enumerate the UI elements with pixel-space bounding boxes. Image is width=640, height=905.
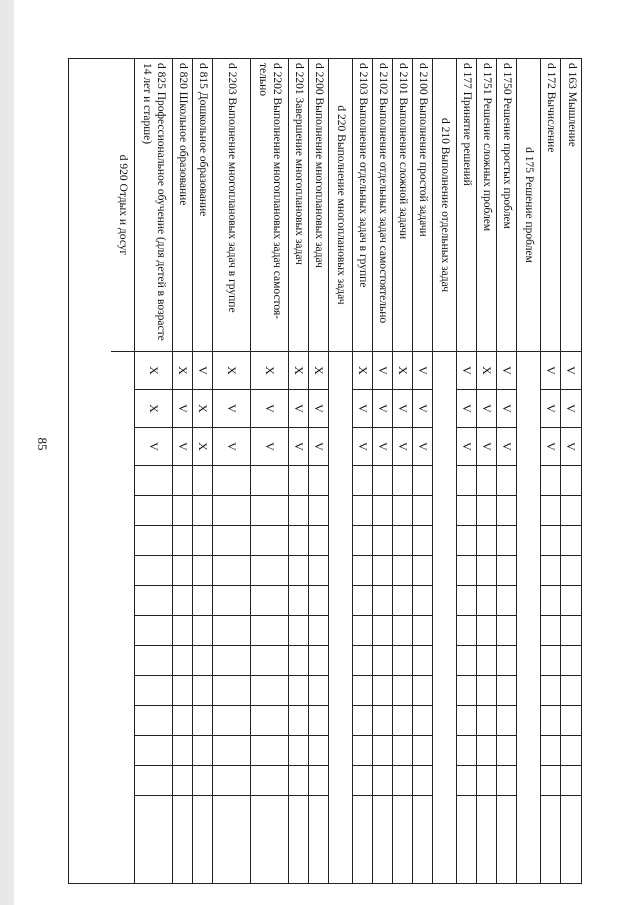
mark-cell: V xyxy=(393,389,412,427)
table-section-row xyxy=(433,59,457,883)
mark-cell: V xyxy=(309,427,328,465)
row-label: d 163 Мышление xyxy=(565,63,578,147)
empty-cell xyxy=(173,615,192,645)
table-row xyxy=(373,59,393,883)
empty-cell xyxy=(497,675,516,705)
empty-cell xyxy=(289,645,308,675)
rotated-sheet xyxy=(68,58,582,884)
empty-cell xyxy=(289,735,308,765)
empty-cell xyxy=(413,675,432,705)
empty-cell xyxy=(541,555,560,585)
empty-cell xyxy=(135,645,172,675)
mark-cell: V xyxy=(477,389,496,427)
empty-cell xyxy=(173,585,192,615)
empty-cell xyxy=(173,735,192,765)
mark-cell: V xyxy=(393,427,412,465)
empty-cell xyxy=(193,675,212,705)
empty-cell xyxy=(497,705,516,735)
empty-cell xyxy=(457,495,476,525)
table-row xyxy=(457,59,477,883)
empty-cell xyxy=(353,465,372,495)
empty-cell xyxy=(457,765,476,795)
empty-cell xyxy=(353,705,372,735)
mark-cell: X xyxy=(173,351,192,389)
empty-cell xyxy=(561,495,581,525)
mark-cell: V xyxy=(289,389,308,427)
row-label: d 2100 Выполнение простой задачи xyxy=(417,63,430,237)
empty-cell xyxy=(173,705,192,735)
empty-cell xyxy=(541,645,560,675)
empty-cell xyxy=(497,795,516,883)
empty-cell xyxy=(457,645,476,675)
scan-edge xyxy=(0,0,14,905)
empty-cell xyxy=(413,555,432,585)
empty-cell xyxy=(251,795,288,883)
empty-cell xyxy=(477,465,496,495)
empty-cell xyxy=(289,705,308,735)
empty-cell xyxy=(477,555,496,585)
empty-cell xyxy=(457,705,476,735)
mark-cell: V xyxy=(135,427,172,465)
assessment-table xyxy=(68,58,582,884)
row-label: d 2200 Выполнение многоплановых задач xyxy=(313,63,326,268)
empty-cell xyxy=(373,555,392,585)
empty-cell xyxy=(413,645,432,675)
empty-cell xyxy=(477,735,496,765)
empty-cell xyxy=(393,795,412,883)
empty-cell xyxy=(477,645,496,675)
section-label: d 210 Выполнение отдельных задач xyxy=(439,117,452,293)
empty-cell xyxy=(251,585,288,615)
empty-cell xyxy=(309,675,328,705)
empty-cell xyxy=(289,585,308,615)
empty-cell xyxy=(497,465,516,495)
mark-cell: V xyxy=(497,427,516,465)
empty-cell xyxy=(373,525,392,555)
mark-cell: X xyxy=(193,427,212,465)
empty-cell xyxy=(561,795,581,883)
empty-cell xyxy=(193,645,212,675)
empty-cell xyxy=(561,585,581,615)
empty-cell xyxy=(373,795,392,883)
row-label: d 2201 Завершение многоплановых задач xyxy=(293,63,306,265)
empty-cell xyxy=(173,525,192,555)
mark-cell: V xyxy=(413,427,432,465)
empty-cell xyxy=(477,705,496,735)
empty-cell xyxy=(477,585,496,615)
mark-cell: V xyxy=(561,351,581,389)
row-label: d 2103 Выполнение отдельных задач в группе xyxy=(357,63,370,288)
empty-cell xyxy=(373,765,392,795)
empty-cell xyxy=(457,615,476,645)
empty-cell xyxy=(541,705,560,735)
empty-cell xyxy=(213,525,250,555)
mark-cell: V xyxy=(193,351,212,389)
mark-cell: V xyxy=(213,427,250,465)
mark-cell: V xyxy=(309,389,328,427)
empty-cell xyxy=(173,555,192,585)
row-label: d 815 Дошкольное образование xyxy=(197,63,210,217)
empty-cell xyxy=(251,735,288,765)
empty-cell xyxy=(413,465,432,495)
empty-cell xyxy=(353,615,372,645)
empty-cell xyxy=(497,585,516,615)
empty-cell xyxy=(541,765,560,795)
mark-cell: X xyxy=(251,351,288,389)
mark-cell: V xyxy=(497,351,516,389)
table-row xyxy=(135,59,173,883)
mark-cell: V xyxy=(457,351,476,389)
empty-cell xyxy=(135,705,172,735)
mark-cell: V xyxy=(561,389,581,427)
row-label: d 172 Вычисление xyxy=(545,63,558,153)
empty-cell xyxy=(393,735,412,765)
table-row xyxy=(251,59,289,883)
section-label: d 920 Отдых и досуг xyxy=(117,154,130,256)
empty-cell xyxy=(497,615,516,645)
mark-cell: V xyxy=(353,389,372,427)
mark-cell: V xyxy=(373,351,392,389)
empty-cell xyxy=(457,675,476,705)
mark-cell: V xyxy=(561,427,581,465)
mark-cell: X xyxy=(135,389,172,427)
empty-cell xyxy=(393,585,412,615)
empty-cell xyxy=(541,525,560,555)
empty-cell xyxy=(173,495,192,525)
empty-cell xyxy=(135,675,172,705)
mark-cell: V xyxy=(413,389,432,427)
table-row xyxy=(561,59,581,883)
empty-cell xyxy=(477,795,496,883)
empty-cell xyxy=(309,765,328,795)
empty-cell xyxy=(251,615,288,645)
empty-cell xyxy=(135,555,172,585)
empty-cell xyxy=(541,465,560,495)
empty-cell xyxy=(477,525,496,555)
row-label: d 2203 Выполнение многоплановых задач в группе xyxy=(226,63,239,313)
mark-cell: X xyxy=(193,389,212,427)
empty-cell xyxy=(213,555,250,585)
table-row xyxy=(497,59,517,883)
empty-cell xyxy=(561,735,581,765)
table-row xyxy=(289,59,309,883)
empty-cell xyxy=(497,735,516,765)
empty-cell xyxy=(561,555,581,585)
table-row xyxy=(213,59,251,883)
row-label: d 2102 Выполнение отдельных задач самостоятельно xyxy=(377,63,390,324)
empty-cell xyxy=(393,465,412,495)
empty-cell xyxy=(213,615,250,645)
empty-cell xyxy=(561,525,581,555)
empty-cell xyxy=(497,555,516,585)
empty-cell xyxy=(193,495,212,525)
empty-cell xyxy=(561,765,581,795)
empty-cell xyxy=(393,495,412,525)
empty-cell xyxy=(561,705,581,735)
empty-cell xyxy=(193,525,212,555)
empty-cell xyxy=(213,735,250,765)
mark-cell: V xyxy=(413,351,432,389)
empty-cell xyxy=(135,495,172,525)
empty-cell xyxy=(457,735,476,765)
mark-cell: X xyxy=(135,351,172,389)
empty-cell xyxy=(353,675,372,705)
empty-cell xyxy=(353,765,372,795)
empty-cell xyxy=(251,495,288,525)
empty-cell xyxy=(135,465,172,495)
empty-cell xyxy=(561,645,581,675)
table-row xyxy=(541,59,561,883)
table-row xyxy=(353,59,373,883)
empty-cell xyxy=(541,615,560,645)
empty-cell xyxy=(353,585,372,615)
mark-cell: V xyxy=(353,427,372,465)
empty-cell xyxy=(413,525,432,555)
empty-cell xyxy=(457,555,476,585)
mark-cell: V xyxy=(251,389,288,427)
empty-cell xyxy=(457,465,476,495)
empty-cell xyxy=(561,465,581,495)
empty-cell xyxy=(353,795,372,883)
empty-cell xyxy=(213,645,250,675)
empty-cell xyxy=(541,735,560,765)
empty-cell xyxy=(309,585,328,615)
empty-cell xyxy=(251,645,288,675)
empty-cell xyxy=(309,705,328,735)
empty-cell xyxy=(193,735,212,765)
empty-cell xyxy=(309,465,328,495)
mark-cell: V xyxy=(373,427,392,465)
row-label: d 820 Школьное образование xyxy=(177,63,190,206)
row-label: d 1751 Решение сложных проблем xyxy=(481,63,494,232)
empty-cell xyxy=(251,555,288,585)
mark-cell: X xyxy=(213,351,250,389)
empty-cell xyxy=(193,795,212,883)
mark-cell: V xyxy=(541,351,560,389)
mark-cell: X xyxy=(393,351,412,389)
empty-cell xyxy=(213,465,250,495)
empty-cell xyxy=(413,705,432,735)
empty-cell xyxy=(309,735,328,765)
section-filler xyxy=(433,351,456,883)
empty-cell xyxy=(477,765,496,795)
empty-cell xyxy=(413,585,432,615)
empty-cell xyxy=(251,705,288,735)
empty-cell xyxy=(213,705,250,735)
table-row xyxy=(173,59,193,883)
empty-cell xyxy=(251,675,288,705)
empty-cell xyxy=(309,555,328,585)
empty-cell xyxy=(497,525,516,555)
empty-cell xyxy=(353,645,372,675)
empty-cell xyxy=(193,705,212,735)
mark-cell: X xyxy=(353,351,372,389)
empty-cell xyxy=(541,495,560,525)
empty-cell xyxy=(193,585,212,615)
empty-cell xyxy=(309,615,328,645)
empty-cell xyxy=(457,585,476,615)
mark-cell: V xyxy=(173,389,192,427)
empty-cell xyxy=(353,735,372,765)
empty-cell xyxy=(497,495,516,525)
empty-cell xyxy=(173,765,192,795)
row-label: d 177 Принятие решений xyxy=(461,63,474,186)
empty-cell xyxy=(541,675,560,705)
empty-cell xyxy=(289,555,308,585)
empty-cell xyxy=(373,495,392,525)
section-filler xyxy=(517,351,540,883)
empty-cell xyxy=(477,615,496,645)
empty-cell xyxy=(251,465,288,495)
empty-cell xyxy=(213,765,250,795)
mark-cell: V xyxy=(477,427,496,465)
empty-cell xyxy=(413,495,432,525)
empty-cell xyxy=(413,735,432,765)
empty-cell xyxy=(135,615,172,645)
empty-cell xyxy=(135,525,172,555)
empty-cell xyxy=(373,675,392,705)
mark-cell: X xyxy=(309,351,328,389)
empty-cell xyxy=(393,675,412,705)
empty-cell xyxy=(289,675,308,705)
empty-cell xyxy=(135,735,172,765)
empty-cell xyxy=(373,705,392,735)
empty-cell xyxy=(497,645,516,675)
empty-cell xyxy=(393,615,412,645)
mark-cell: X xyxy=(477,351,496,389)
empty-cell xyxy=(373,585,392,615)
row-label: d 825 Профессиональное обучение (для детей в возрасте 14 лет и старше) xyxy=(141,63,167,341)
mark-cell: V xyxy=(541,389,560,427)
section-filler xyxy=(111,351,134,883)
empty-cell xyxy=(373,735,392,765)
empty-cell xyxy=(309,795,328,883)
mark-cell: X xyxy=(289,351,308,389)
empty-cell xyxy=(251,765,288,795)
empty-cell xyxy=(393,705,412,735)
empty-cell xyxy=(393,645,412,675)
empty-cell xyxy=(289,495,308,525)
empty-cell xyxy=(309,495,328,525)
empty-cell xyxy=(193,615,212,645)
empty-cell xyxy=(457,525,476,555)
empty-cell xyxy=(497,765,516,795)
empty-cell xyxy=(213,495,250,525)
empty-cell xyxy=(289,615,308,645)
row-label: d 2202 Выполнение многоплановых задач самостоя-тельно xyxy=(257,63,283,320)
mark-cell: V xyxy=(457,389,476,427)
mark-cell: V xyxy=(541,427,560,465)
empty-cell xyxy=(477,675,496,705)
table-section-row xyxy=(111,59,135,883)
empty-cell xyxy=(289,795,308,883)
mark-cell: V xyxy=(457,427,476,465)
mark-cell: V xyxy=(373,389,392,427)
section-filler xyxy=(329,351,352,883)
table-section-row xyxy=(517,59,541,883)
section-label: d 220 Выполнение многоплановых задач xyxy=(335,105,348,305)
empty-cell xyxy=(393,765,412,795)
empty-cell xyxy=(373,645,392,675)
empty-cell xyxy=(393,525,412,555)
empty-cell xyxy=(173,675,192,705)
empty-cell xyxy=(413,765,432,795)
empty-cell xyxy=(541,795,560,883)
mark-cell: V xyxy=(173,427,192,465)
empty-cell xyxy=(393,555,412,585)
mark-cell: V xyxy=(289,427,308,465)
row-label: d 1750 Решение простых проблем xyxy=(501,63,514,229)
empty-cell xyxy=(457,795,476,883)
empty-cell xyxy=(413,615,432,645)
page-number: 85 xyxy=(35,437,50,451)
empty-cell xyxy=(193,765,212,795)
empty-cell xyxy=(135,585,172,615)
empty-cell xyxy=(213,795,250,883)
empty-cell xyxy=(213,585,250,615)
table-row xyxy=(477,59,497,883)
empty-cell xyxy=(561,675,581,705)
empty-cell xyxy=(477,495,496,525)
empty-cell xyxy=(289,525,308,555)
empty-cell xyxy=(561,615,581,645)
empty-cell xyxy=(173,465,192,495)
empty-cell xyxy=(289,465,308,495)
row-label: d 2101 Выполнение сложной задачи xyxy=(397,63,410,240)
empty-cell xyxy=(173,795,192,883)
table-row xyxy=(413,59,433,883)
section-label: d 175 Решение проблем xyxy=(523,147,536,263)
empty-cell xyxy=(173,645,192,675)
empty-cell xyxy=(135,765,172,795)
table-row xyxy=(193,59,213,883)
empty-cell xyxy=(353,555,372,585)
empty-cell xyxy=(373,465,392,495)
empty-cell xyxy=(373,615,392,645)
mark-cell: V xyxy=(213,389,250,427)
empty-cell xyxy=(353,495,372,525)
empty-cell xyxy=(413,795,432,883)
empty-cell xyxy=(309,645,328,675)
empty-cell xyxy=(353,525,372,555)
empty-cell xyxy=(193,465,212,495)
empty-cell xyxy=(213,675,250,705)
mark-cell: V xyxy=(497,389,516,427)
empty-cell xyxy=(193,555,212,585)
empty-cell xyxy=(541,585,560,615)
empty-cell xyxy=(289,765,308,795)
mark-cell: V xyxy=(251,427,288,465)
table-row xyxy=(309,59,329,883)
table-section-row xyxy=(329,59,353,883)
empty-cell xyxy=(309,525,328,555)
empty-cell xyxy=(251,525,288,555)
empty-cell xyxy=(135,795,172,883)
table-row xyxy=(393,59,413,883)
